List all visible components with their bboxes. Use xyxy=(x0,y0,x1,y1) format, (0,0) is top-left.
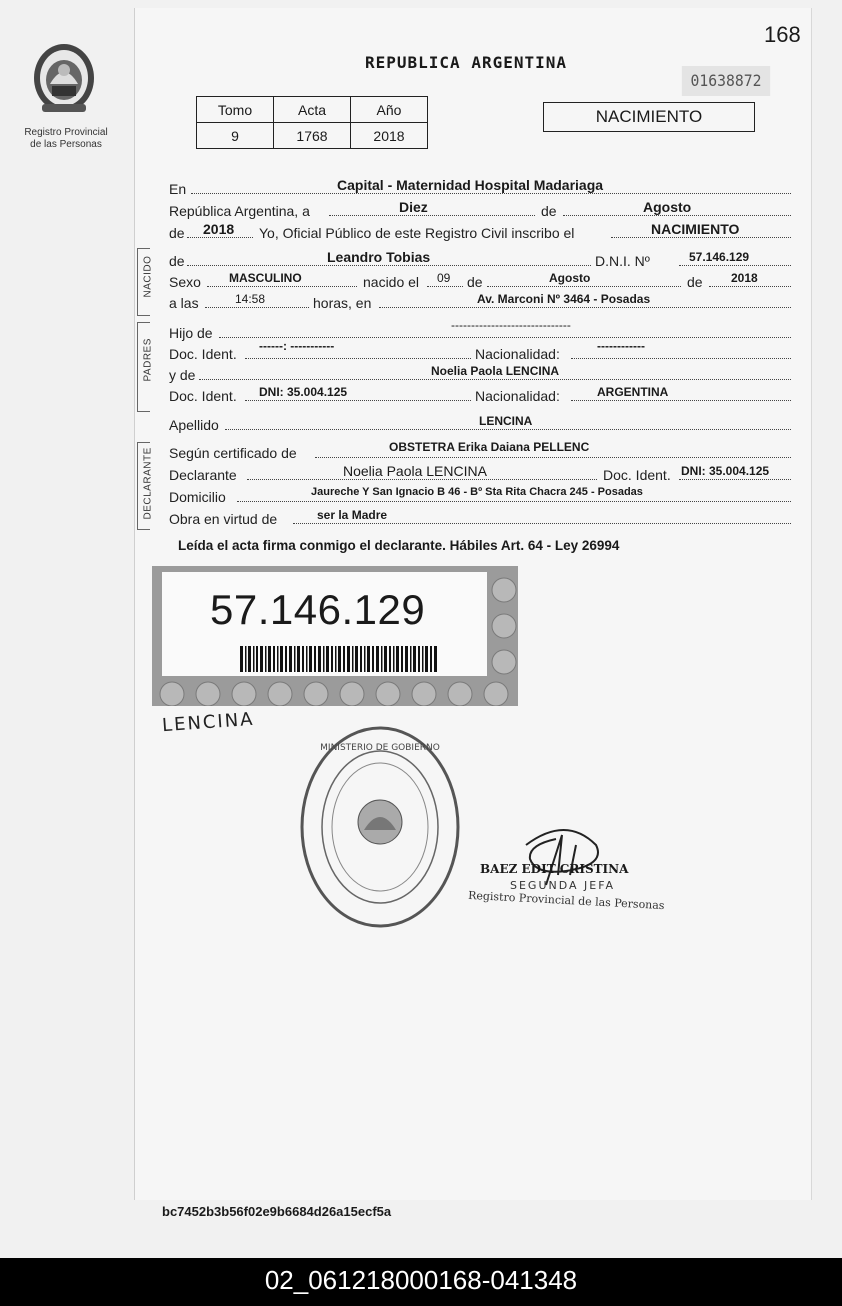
row-certificate xyxy=(169,442,793,462)
row-mother xyxy=(169,364,793,384)
value-surname: LENCINA xyxy=(479,414,533,428)
row-act-type xyxy=(169,222,793,242)
value-time: 14:58 xyxy=(235,292,266,306)
official-seal-icon xyxy=(298,724,462,930)
label-de: de xyxy=(541,203,557,219)
side-label-padres: PADRES xyxy=(142,338,154,382)
dotted-line xyxy=(187,237,253,238)
page-number: 168 xyxy=(764,22,801,47)
label-a-las: a las xyxy=(169,295,199,311)
acta-value: 1768 xyxy=(274,123,351,149)
label-de: de xyxy=(687,274,703,290)
row-residence xyxy=(169,486,793,506)
dotted-line xyxy=(219,337,791,338)
dotted-line xyxy=(487,286,681,287)
value-year: 2018 xyxy=(203,221,235,237)
label-nacionalidad: Nacionalidad: xyxy=(475,346,560,362)
dotted-line xyxy=(247,479,597,480)
handwritten-surname: LENCINA xyxy=(161,708,256,737)
row-mother-doc xyxy=(169,385,793,405)
value-father-nationality: ------------ xyxy=(597,339,645,353)
value-month: Agosto xyxy=(643,199,692,215)
row-place xyxy=(169,178,793,198)
read-and-sign-notice: Leída el acta firma conmigo el declarante. Hábiles Art. 64 - Ley 26994 xyxy=(178,538,620,553)
value-address: Av. Marconi Nº 3464 - Posadas xyxy=(477,292,651,306)
dotted-line xyxy=(329,215,535,216)
file-id-footer: 02_061218000168-041348 xyxy=(0,1258,842,1306)
dotted-line xyxy=(187,265,591,266)
value-father: ------------------------------ xyxy=(451,318,571,332)
row-date xyxy=(169,200,793,220)
value-mother: Noelia Paola LENCINA xyxy=(431,364,560,378)
row-father-doc xyxy=(169,339,793,363)
label-segun: Según certificado de xyxy=(169,445,297,461)
value-birth-month: Agosto xyxy=(549,271,591,285)
value-by-virtue: ser la Madre xyxy=(317,508,388,522)
value-mother-nationality: ARGENTINA xyxy=(597,385,669,399)
label-republica: República Argentina, a xyxy=(169,203,310,219)
label-sexo: Sexo xyxy=(169,274,201,290)
tomo-header: Tomo xyxy=(197,97,274,123)
seal-inscription: MINISTERIO DE GOBIERNO xyxy=(320,743,440,753)
dotted-line xyxy=(679,479,791,480)
side-label-declarante: DECLARANTE xyxy=(142,447,154,520)
label-doc-ident: Doc. Ident. xyxy=(169,346,237,362)
registry-name: Registro Provincial de las Personas xyxy=(24,127,108,150)
dotted-line xyxy=(199,379,791,380)
dni-number: 57.146.129 xyxy=(210,586,426,633)
label-doc-ident: Doc. Ident. xyxy=(169,388,237,404)
anio-header: Año xyxy=(351,97,428,123)
value-birth-day: 09 xyxy=(437,271,451,285)
value-certificate: OBSTETRA Erika Daiana PELLENC xyxy=(389,440,590,454)
dotted-line xyxy=(237,501,791,502)
record-type-box: NACIMIENTO xyxy=(543,102,755,132)
value-place: Capital - Maternidad Hospital Madariaga xyxy=(337,177,604,193)
label-y-de: y de xyxy=(169,367,196,383)
label-de: de xyxy=(169,225,185,241)
value-declarant: Noelia Paola LENCINA xyxy=(343,463,487,479)
label-horas-en: horas, en xyxy=(313,295,372,311)
dotted-line xyxy=(563,215,791,216)
dotted-line xyxy=(205,307,309,308)
record-reference-table xyxy=(196,96,428,149)
label-nacionalidad: Nacionalidad: xyxy=(475,388,560,404)
dotted-line xyxy=(293,523,791,524)
value-day: Diez xyxy=(399,199,428,215)
label-hijo-de: Hijo de xyxy=(169,325,213,341)
signatory-office: Registro Provincial de las Personas xyxy=(467,888,665,913)
label-en: En xyxy=(169,181,187,197)
signatory-role: SEGUNDA JEFA xyxy=(510,879,616,892)
label-de: de xyxy=(169,253,185,269)
label-doc-ident: Doc. Ident. xyxy=(603,467,671,483)
value-mother-doc: DNI: 35.004.125 xyxy=(259,385,348,399)
province-coat-of-arms-logo xyxy=(28,40,100,118)
dotted-line xyxy=(427,286,463,287)
dotted-line xyxy=(571,358,791,359)
dotted-line xyxy=(225,429,791,430)
label-obra: Obra en virtud de xyxy=(169,511,278,527)
barcode-icon xyxy=(240,646,440,672)
tomo-value: 9 xyxy=(197,123,274,149)
dotted-line xyxy=(611,237,791,238)
row-time-address xyxy=(169,292,793,312)
dotted-line xyxy=(207,286,357,287)
value-name: Leandro Tobias xyxy=(327,249,431,265)
dotted-line xyxy=(191,193,791,194)
value-birth-year: 2018 xyxy=(731,271,758,285)
dotted-line xyxy=(571,400,791,401)
label-yo: Yo, Oficial Público de este Registro Civil inscribo el xyxy=(259,225,575,241)
anio-value: 2018 xyxy=(351,123,428,149)
label-domicilio: Domicilio xyxy=(169,489,226,505)
acta-header: Acta xyxy=(274,97,351,123)
dotted-line xyxy=(245,400,471,401)
signatory-name: BAEZ EDIT CRISTINA xyxy=(480,862,629,876)
row-sex-birth xyxy=(169,271,793,291)
value-declarant-doc: DNI: 35.004.125 xyxy=(681,464,770,478)
dotted-line xyxy=(709,286,791,287)
value-sex: MASCULINO xyxy=(229,271,302,285)
value-dni: 57.146.129 xyxy=(689,250,750,264)
value-residence: Jaureche Y San Ignacio B 46 - Bº Sta Rita Chacra 245 - Posadas xyxy=(311,486,643,498)
value-act-type: NACIMIENTO xyxy=(651,221,740,237)
dotted-line xyxy=(679,265,791,266)
label-dni: D.N.I. Nº xyxy=(595,253,650,269)
row-by-virtue xyxy=(169,508,793,528)
dni-label xyxy=(162,572,487,676)
serial-number-stamp: 01638872 xyxy=(682,66,770,96)
country-heading: REPUBLICA ARGENTINA xyxy=(364,53,568,72)
side-label-nacido: NACIDO xyxy=(142,255,154,298)
label-nacido-el: nacido el xyxy=(363,274,420,290)
dotted-line xyxy=(245,358,471,359)
dni-sticker xyxy=(152,566,518,706)
label-de: de xyxy=(467,274,483,290)
value-father-doc: ------: ----------- xyxy=(259,339,335,353)
row-surname xyxy=(169,414,793,434)
label-apellido: Apellido xyxy=(169,417,219,433)
dotted-line xyxy=(315,457,791,458)
row-name xyxy=(169,250,793,270)
row-declarant xyxy=(169,464,793,484)
dotted-line xyxy=(379,307,791,308)
label-declarante: Declarante xyxy=(169,467,237,483)
document-hash: bc7452b3b56f02e9b6684d26a15ecf5a xyxy=(162,1204,392,1219)
